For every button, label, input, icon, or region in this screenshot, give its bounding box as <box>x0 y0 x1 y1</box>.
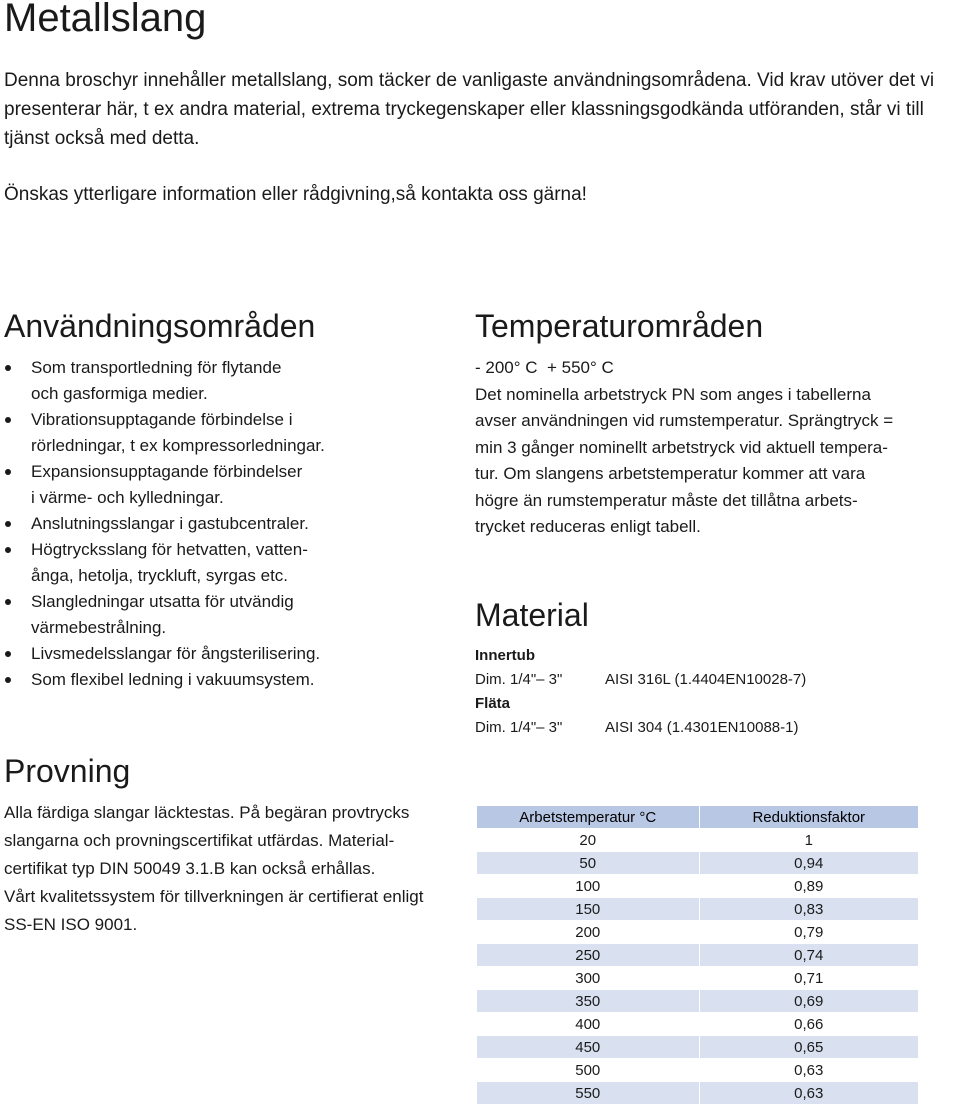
reduction-table <box>476 805 919 1105</box>
list-item <box>4 537 364 589</box>
factor-cell: 0,74 <box>699 944 919 967</box>
braid-dimension: Dim. 1/4"– 3" <box>475 719 563 736</box>
table-row <box>477 990 919 1013</box>
list-item-line: rörledningar, t ex kompressorledningar. <box>31 436 325 455</box>
temperature-paragraph <box>475 355 935 541</box>
list-item-line: Som transportledning för flytande <box>31 358 282 377</box>
temperature-cell: 400 <box>477 1013 700 1036</box>
table-row <box>477 852 919 875</box>
temperature-cell: 150 <box>477 898 700 921</box>
table-row <box>477 875 919 898</box>
bullet-icon <box>5 417 11 423</box>
factor-cell: 0,63 <box>699 1082 919 1105</box>
temperature-cell: 50 <box>477 852 700 875</box>
table-row <box>477 921 919 944</box>
table-row <box>477 1013 919 1036</box>
bullet-icon <box>5 547 11 553</box>
list-item <box>4 407 364 459</box>
bullet-icon <box>5 599 11 605</box>
text-line: tur. Om slangens arbetstemperatur kommer att vara <box>475 464 866 483</box>
usage-list <box>4 355 364 693</box>
list-item-line: i värme- och kylledningar. <box>31 488 224 507</box>
list-item <box>4 355 364 407</box>
inner-tube-dimension: Dim. 1/4"– 3" <box>475 671 563 688</box>
table-row <box>477 829 919 852</box>
list-item <box>4 641 364 667</box>
list-item <box>4 511 364 537</box>
contact-paragraph: Önskas ytterligare information eller rådgivning,så kontakta oss gärna! <box>4 184 587 205</box>
text-line: SS-EN ISO 9001. <box>4 915 138 934</box>
factor-cell: 0,66 <box>699 1013 919 1036</box>
bullet-icon <box>5 365 11 371</box>
text-line: slangarna och provningscertifikat utfärdas. Material- <box>4 831 395 850</box>
list-item-line: ånga, hetolja, tryckluft, syrgas etc. <box>31 566 289 585</box>
column-header-factor: Reduktionsfaktor <box>699 806 919 829</box>
text-line: Det nominella arbetstryck PN som anges i tabellerna <box>475 384 871 404</box>
factor-cell: 0,69 <box>699 990 919 1013</box>
factor-cell: 0,94 <box>699 852 919 875</box>
column-header-temperature: Arbetstemperatur °C <box>477 806 700 829</box>
list-item <box>4 667 364 693</box>
temperature-cell: 300 <box>477 967 700 990</box>
temperature-cell: 350 <box>477 990 700 1013</box>
list-item-line: Högtrycksslang för hetvatten, vatten- <box>31 540 308 559</box>
temperature-cell: 200 <box>477 921 700 944</box>
factor-cell: 0,71 <box>699 967 919 990</box>
temperature-cell: 20 <box>477 829 700 852</box>
text-line: högre än rumstemperatur måste det tillåtna arbets- <box>475 490 858 510</box>
factor-cell: 0,79 <box>699 921 919 944</box>
table-row <box>477 944 919 967</box>
bullet-icon <box>5 651 11 657</box>
table-header-row <box>477 806 919 829</box>
page-title: Metallslang <box>4 0 207 40</box>
factor-cell: 0,63 <box>699 1059 919 1082</box>
text-line: avser användningen vid rumstemperatur. Sprängtryck = <box>475 411 894 430</box>
text-line: certifikat typ DIN 50049 3.1.B kan också erhållas. <box>4 859 376 878</box>
testing-paragraph <box>4 799 454 939</box>
material-heading: Material <box>475 597 589 633</box>
text-line: min 3 gånger nominellt arbetstryck vid aktuell tempera- <box>475 437 888 457</box>
list-item-line: Anslutningsslangar i gastubcentraler. <box>31 514 309 533</box>
testing-heading: Provning <box>4 753 131 789</box>
inner-tube-label: Innertub <box>475 647 535 664</box>
list-item <box>4 459 364 511</box>
table-row <box>477 967 919 990</box>
usage-heading: Användningsområden <box>4 308 316 344</box>
table-row <box>477 898 919 921</box>
list-item-line: Expansionsupptagande förbindelser <box>31 462 303 481</box>
list-item-line: Vibrationsupptagande förbindelse i <box>31 410 293 429</box>
list-item <box>4 589 364 641</box>
temperature-cell: 250 <box>477 944 700 967</box>
text-line: - 200° C + 550° C <box>475 358 614 377</box>
bullet-icon <box>5 469 11 475</box>
factor-cell: 0,83 <box>699 898 919 921</box>
factor-cell: 1 <box>699 829 919 852</box>
list-item-line: värmebestrålning. <box>31 618 167 637</box>
intro-paragraph: Denna broschyr innehåller metallslang, som täcker de vanligaste användningsområdena. Vid krav utöver det vi presenterar här, t ex andra material, extrema tryckegenskaper eller klassningsgodkända utföranden, står vi till tjänst också med detta. <box>4 70 935 149</box>
factor-cell: 0,65 <box>699 1036 919 1059</box>
table-row <box>477 1082 919 1105</box>
table-row <box>477 1059 919 1082</box>
bullet-icon <box>5 521 11 527</box>
list-item-line: Som flexibel ledning i vakuumsystem. <box>31 670 315 689</box>
text-line: Vårt kvalitetssystem för tillverkningen är certifierat enligt <box>4 887 424 906</box>
temperature-cell: 450 <box>477 1036 700 1059</box>
list-item-line: och gasformiga medier. <box>31 384 208 403</box>
inner-tube-spec: AISI 316L (1.4404EN10028-7) <box>605 671 807 688</box>
braid-label: Fläta <box>475 695 511 712</box>
text-line: trycket reduceras enligt tabell. <box>475 517 701 536</box>
braid-spec: AISI 304 (1.4301EN10088-1) <box>605 719 799 736</box>
list-item-line: Slangledningar utsatta för utvändig <box>31 592 294 611</box>
table-row <box>477 1036 919 1059</box>
temperature-cell: 550 <box>477 1082 700 1105</box>
list-item-line: Livsmedelsslangar för ångsterilisering. <box>31 644 321 663</box>
temperature-cell: 500 <box>477 1059 700 1082</box>
factor-cell: 0,89 <box>699 875 919 898</box>
temperature-heading: Temperaturområden <box>475 308 764 344</box>
temperature-cell: 100 <box>477 875 700 898</box>
text-line: Alla färdiga slangar läcktestas. På begäran provtrycks <box>4 803 410 822</box>
bullet-icon <box>5 677 11 683</box>
